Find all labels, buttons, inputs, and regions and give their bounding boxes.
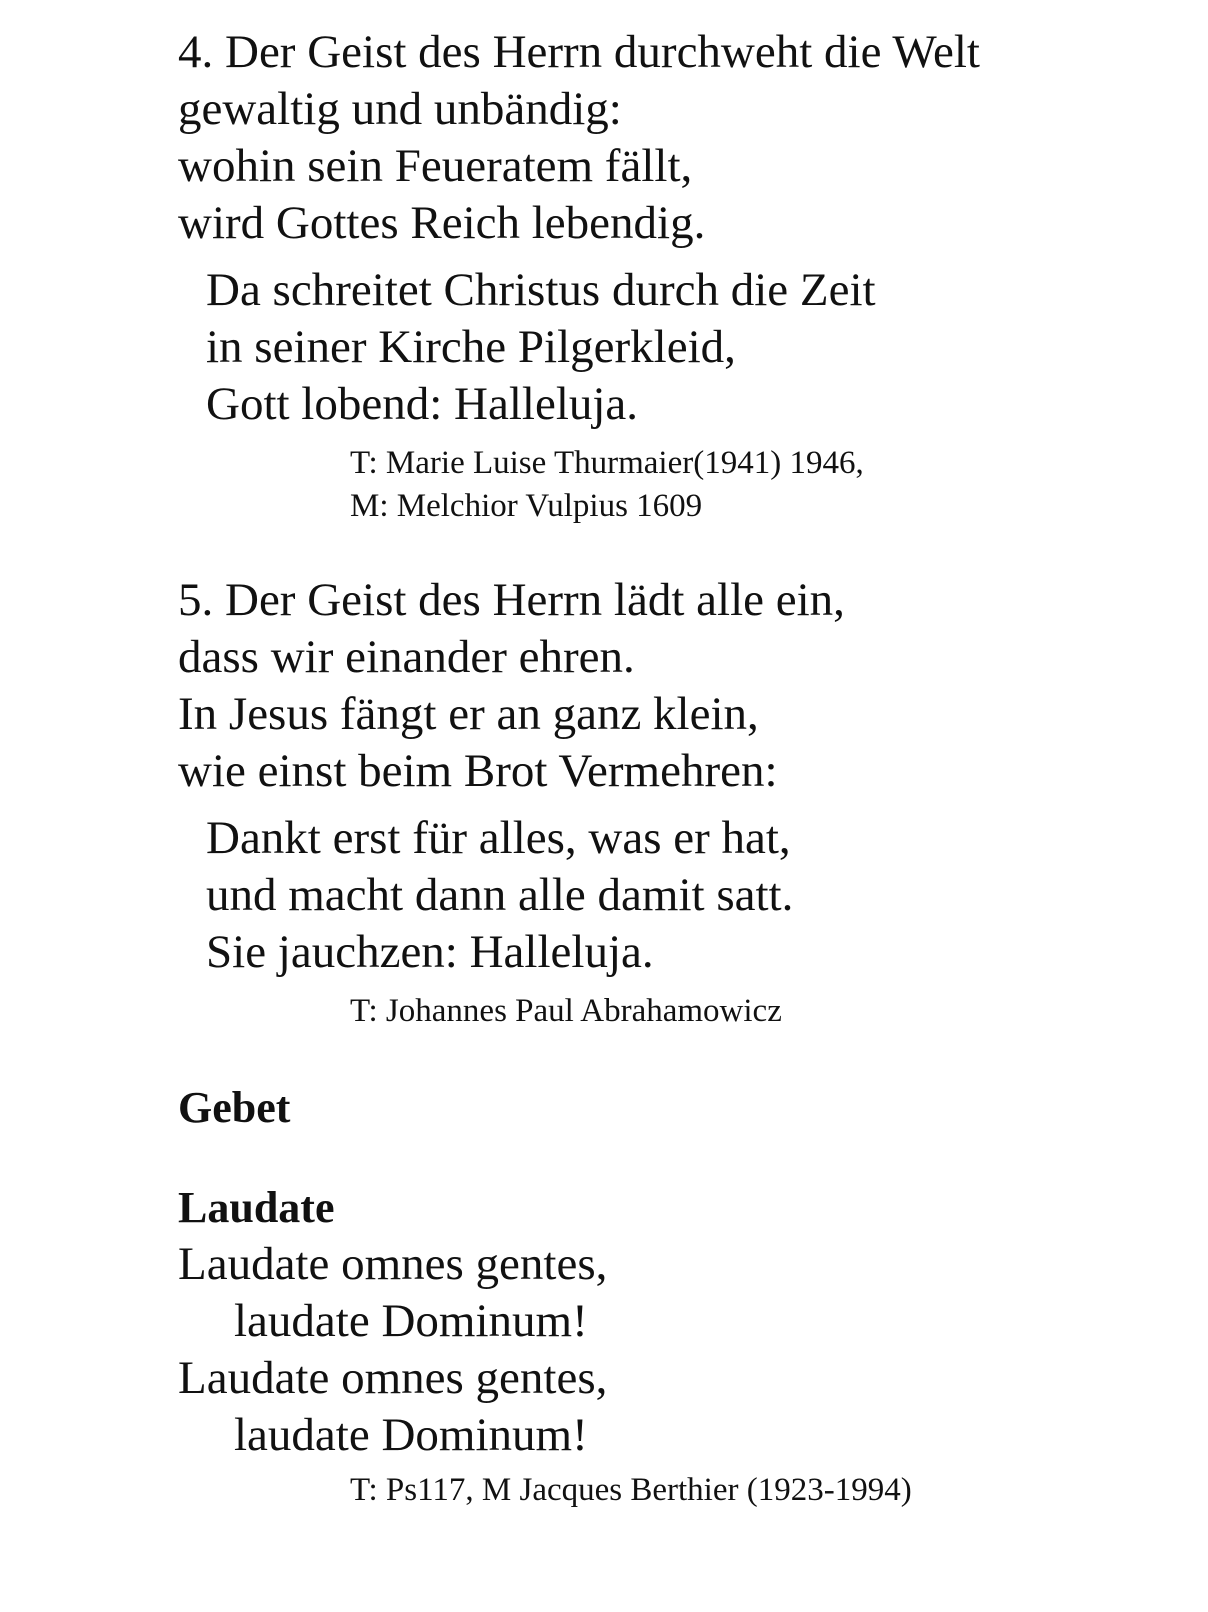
verse-4-line: gewaltig und unbändig: [178,83,622,135]
laudate-heading: Laudate [178,1183,335,1232]
laudate-line: laudate Dominum! [234,1295,588,1347]
verse-5-line: wie einst beim Brot Vermehren: [178,745,778,797]
refrain-line: Da schreitet Christus durch die Zeit [206,264,876,316]
verse-5-credit [350,990,782,1033]
verse-5-line: In Jesus fängt er an ganz klein, [178,688,759,740]
refrain-line: Dankt erst für alles, was er hat, [206,812,791,864]
laudate-line: laudate Dominum! [234,1409,588,1461]
verse-5-line: dass wir einander ehren. [178,631,635,683]
laudate-line: Laudate omnes gentes, [178,1352,608,1404]
laudate-text [178,1236,1188,1464]
verse-5-line: 5. Der Geist des Herrn lädt alle ein, [178,574,845,626]
gebet-heading: Gebet [178,1083,291,1132]
credit-line: T: Marie Luise Thurmaier(1941) 1946, [350,445,864,481]
verse-4-line: wohin sein Feueratem fällt, [178,140,693,192]
refrain-line: Gott lobend: Halleluja. [206,378,639,430]
refrain-line: in seiner Kirche Pilgerkleid, [206,321,736,373]
verse-4-line: wird Gottes Reich lebendig. [178,197,706,249]
refrain-line: und macht dann alle damit satt. [206,869,794,921]
laudate-credit: T: Ps117, M Jacques Berthier (1923-1994) [350,1472,912,1508]
verse-5-refrain [178,810,1208,981]
verse-4 [178,24,1188,252]
credit-line: M: Melchior Vulpius 1609 [350,488,703,524]
verse-4-line: 4. Der Geist des Herrn durchweht die Welt [178,26,980,78]
credit-line: T: Johannes Paul Abrahamowicz [350,993,782,1029]
verse-4-refrain [178,262,1208,433]
refrain-line: Sie jauchzen: Halleluja. [206,926,654,978]
verse-5 [178,572,1188,800]
laudate-line: Laudate omnes gentes, [178,1238,608,1290]
verse-4-credit [350,442,864,528]
